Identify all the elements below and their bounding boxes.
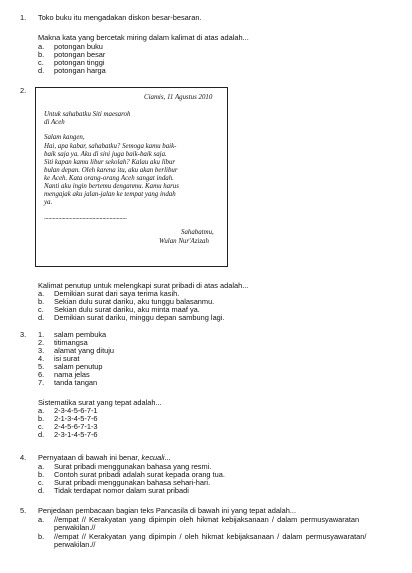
option-text: 2-3-4-5-6-7-1 <box>54 406 98 415</box>
option-letter: a. <box>38 289 45 298</box>
option-text: //empat // Kerakyatan yang dipimpin oleh hikmat kebijaksanaan / dalam permusyawaratan <box>54 515 360 524</box>
letter-signer: Wulan Nur'Azizah <box>159 238 209 245</box>
letter-box <box>35 87 228 267</box>
option-letter: d. <box>38 66 45 75</box>
list-item-number: 1. <box>38 330 45 339</box>
option-text: //empat // Kerakyatan yang dipimpin / oleh hikmat kebijaksanaan / dalam permusyawaratan/ <box>54 532 367 541</box>
option-letter: a. <box>38 406 45 415</box>
option-letter: c. <box>38 305 44 314</box>
question-number: 5. <box>20 506 27 515</box>
option-text: Surat pribadi menggunakan bahasa sehari-hari. <box>54 478 211 487</box>
option-letter: a. <box>38 462 45 471</box>
question-text: Penjedaan pembacaan bagian teks Pancasila di bawah ini yang tepat adalah... <box>38 506 297 515</box>
letter-body-line: Nanti aku ingin bertemu denganmu. Kamu harus <box>44 183 179 190</box>
option-letter: d. <box>38 313 45 322</box>
option-text: potongan besar <box>54 50 106 59</box>
letter-body-line: mengajak aku jalan-jalan ke tempat yang indah <box>44 191 176 198</box>
question-number: 2. <box>20 86 27 95</box>
list-item: tanda tangan <box>54 378 98 387</box>
question-text <box>38 453 171 462</box>
option-text: 2-4-5-6-7-1-3 <box>54 422 98 431</box>
letter-greeting: Salam kangen, <box>44 134 85 141</box>
option-text: 2-1-3-4-5-7-6 <box>54 414 98 423</box>
letter-body-line: bulan depan. Oleh karena itu, aku akan berlibur <box>44 167 178 174</box>
option-letter: d. <box>38 486 45 495</box>
option-letter: c. <box>38 58 44 67</box>
option-text: Tidak terdapat nomor dalam surat pribadi <box>54 486 189 495</box>
letter-recipient: Untuk sahabatku Siti maesaroh <box>44 111 131 118</box>
letter-body-line: ya. <box>44 199 53 206</box>
list-item-number: 6. <box>38 370 45 379</box>
option-letter: c. <box>38 422 44 431</box>
question-statement: Toko buku itu mengadakan diskon besar-besaran. <box>38 13 202 22</box>
option-text-continued: perwakilan.// <box>54 540 96 549</box>
option-letter: d. <box>38 430 45 439</box>
letter-date: Ciamis, 11 Agustus 2010 <box>144 94 213 101</box>
list-item: titimangsa <box>54 338 88 347</box>
question-text-prefix: Pernyataan di bawah ini benar, <box>38 453 142 462</box>
option-text: potongan tinggi <box>54 58 105 67</box>
list-item-number: 2. <box>38 338 45 347</box>
option-text: Surat pribadi menggunakan bahasa yang resmi. <box>54 462 212 471</box>
question-text: Makna kata yang bercetak miring dalam kalimat di atas adalah... <box>38 33 249 42</box>
option-text-continued: perwakilan.// <box>54 523 96 532</box>
option-letter: b. <box>38 297 45 306</box>
option-text: 2-3-1-4-5-7-6 <box>54 430 98 439</box>
letter-body-line: baik saja ya. Aku di sini juga baik-baik saja. <box>44 151 167 158</box>
list-item: salam pembuka <box>54 330 107 339</box>
option-letter: a. <box>38 515 45 524</box>
option-letter: a. <box>38 42 45 51</box>
option-letter: b. <box>38 532 45 541</box>
letter-recipient-place: di Aceh <box>44 119 65 126</box>
option-letter: b. <box>38 470 45 479</box>
list-item: isi surat <box>54 354 80 363</box>
option-text: Sekian dulu surat dariku, aku tunggu balasanmu. <box>54 297 215 306</box>
list-item: alamat yang dituju <box>54 346 114 355</box>
letter-body-line: Hai, apa kabar, sahabatku? Semoga kamu baik- <box>44 143 177 150</box>
letter-closing: Sahabatmu, <box>181 229 214 236</box>
letter-blank-line: .......................................................... <box>44 214 127 221</box>
option-text: Demikian surat dari saya terima kasih. <box>54 289 180 298</box>
question-number: 3. <box>20 330 27 339</box>
question-text-italic: kecuali <box>141 453 165 462</box>
list-item-number: 3. <box>38 346 45 355</box>
question-text: Kalimat penutup untuk melengkapi surat pribadi di atas adalah... <box>38 281 249 290</box>
question-number: 4. <box>20 453 27 462</box>
option-letter: b. <box>38 50 45 59</box>
option-text: Contoh surat pribadi adalah surat kepada orang tua. <box>54 470 225 479</box>
option-text: Demikian surat dariku, minggu depan sambung lagi. <box>54 313 225 322</box>
option-text: potongan buku <box>54 42 103 51</box>
question-text: Sistematika surat yang tepat adalah... <box>38 398 162 407</box>
list-item-number: 4. <box>38 354 45 363</box>
question-number: 1. <box>20 13 27 22</box>
letter-body-line: Siti kapan kamu libur sekolah? Kalau aku libur <box>44 159 176 166</box>
question-text-suffix: ... <box>164 453 171 462</box>
option-text: potongan harga <box>54 66 106 75</box>
list-item-number: 7. <box>38 378 45 387</box>
list-item: nama jelas <box>54 370 90 379</box>
option-text: Sekian dulu surat dariku, aku minta maaf ya. <box>54 305 200 314</box>
list-item: salam penutup <box>54 362 103 371</box>
option-letter: c. <box>38 478 44 487</box>
letter-body-line: ke Aceh. Kata orang-orang Aceh sangat indah. <box>44 175 174 182</box>
list-item-number: 5. <box>38 362 45 371</box>
option-letter: b. <box>38 414 45 423</box>
